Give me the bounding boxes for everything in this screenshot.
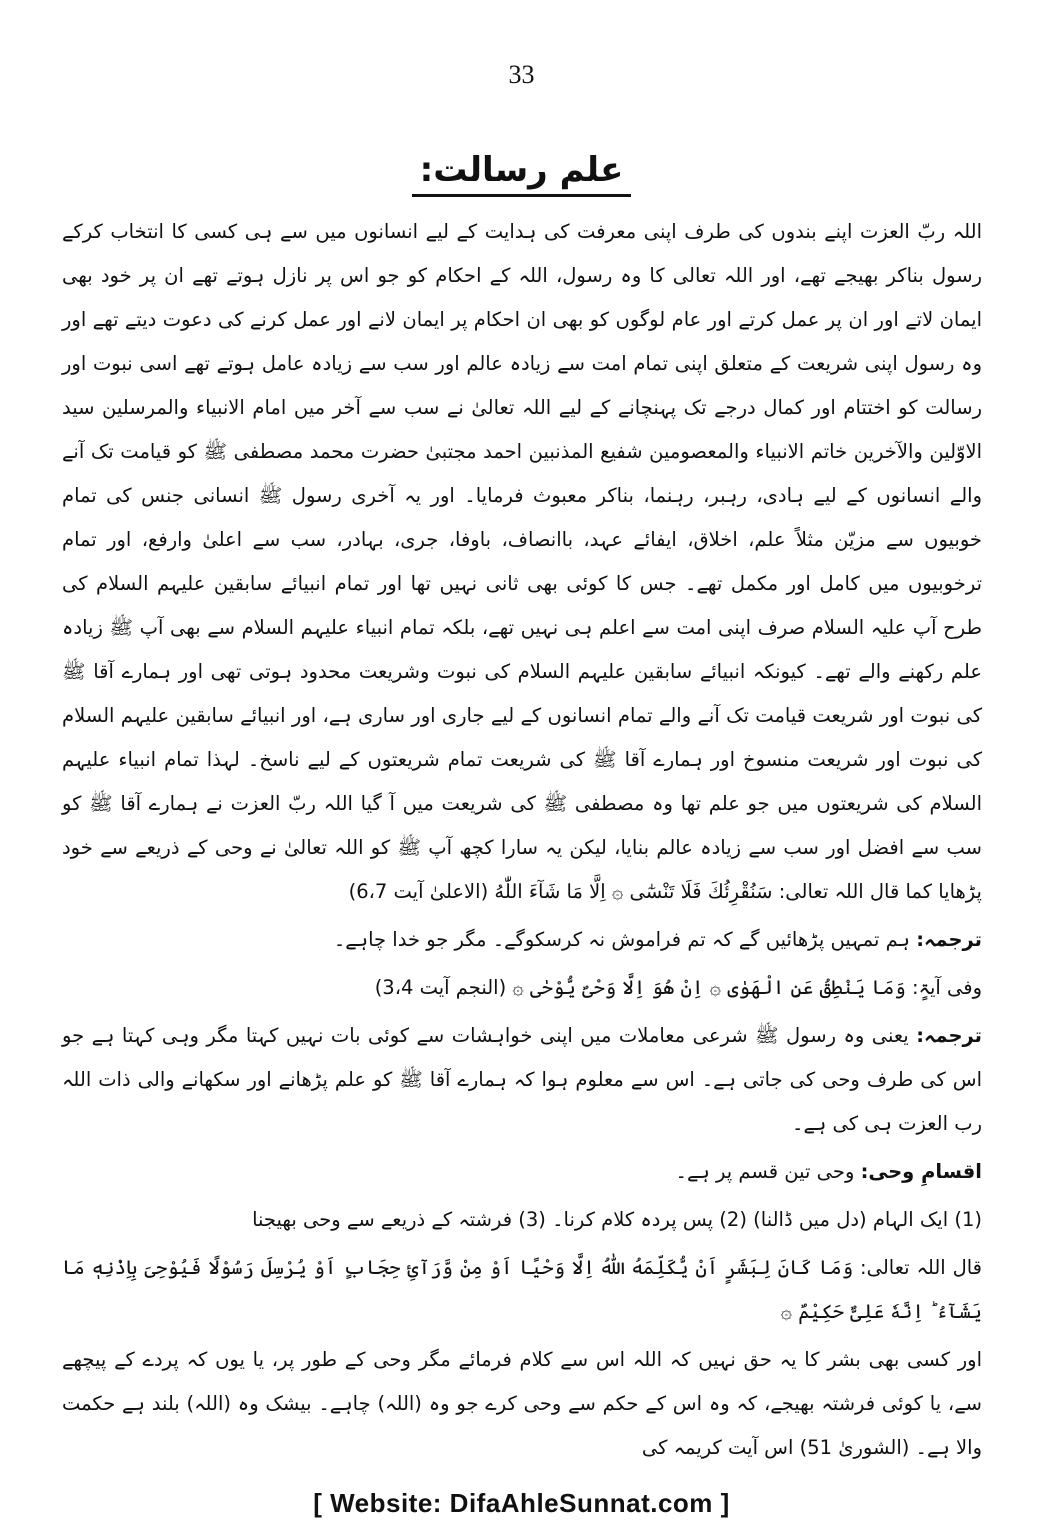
wahi-types-list: (1) ایک الہام (دل میں ڈالنا) (2) پس پردہ کلام کرنا۔ (3) فرشتہ کے ذریعے سے وحی بھیجنا xyxy=(252,1208,982,1231)
verse-an-najm-reference: (النجم آیت 3،4) xyxy=(374,976,507,999)
translation-2 xyxy=(62,1014,982,1146)
wafi-label: وفی آیۃٍ: xyxy=(911,976,982,999)
aqsam-text: وحی تین قسم پر ہے۔ xyxy=(675,1160,855,1183)
translation-2-text: یعنی وہ رسول ﷺ شرعی معاملات میں اپنی خواہشات سے کوئی بات نہیں کہتا مگر وہی کہتا ہے جو اس کی طرف وحی کی جاتی ہے۔ اس سے معلوم ہوا کہ ہمارے آقا ﷺ کو علم پڑھانے اور سکھانے والی ذات اللہ رب العزت ہی کی ہے۔ xyxy=(62,1024,982,1135)
website-footer: [ Website: DifaAhleSunnat.com ] xyxy=(313,1488,730,1518)
page-number: 33 xyxy=(508,60,535,89)
page-heading xyxy=(0,150,1043,197)
intro-paragraph xyxy=(62,210,982,914)
page-body xyxy=(62,210,982,1474)
qal-label: قال اللہ تعالی: xyxy=(860,1256,983,1279)
verse-an-najm-line xyxy=(62,966,982,1010)
intro-text: اللہ ربّ العزت اپنے بندوں کی طرف اپنی معرفت کی ہدایت کے لیے انسانوں میں سے ہی کسی کا انتخاب کرکے رسول بناکر بھیجے تھے، اور اللہ تعالی کا وہ رسول، اللہ کے احکام کو جو اس پر نازل ہوتے تھے ان پر خود بھی ایمان لاتے اور ان پر عمل کرتے اور عام لوگوں کو بھی ان احکام پر ایمان لانے اور عمل کرنے کی دعوت دیتے تھے اور وہ رسول اپنی شریعت کے متعلق اپنی تمام امت سے زیادہ عالم اور سب سے زیادہ عامل ہوتے تھے اسی نبوت اور رسالت کو اختتام اور کمال درجے تک پہنچانے کے لیے اللہ تعالیٰ نے سب سے آخر میں امام الانبیاء والمرسلین سید الاوّلین والآخرین خاتم الانبیاء والمعصومین شفیع المذنبین احمد مجتبیٰ حضرت محمد مصطفی ﷺ کو قیامت تک آنے والے انسانوں کے لیے ہادی، رہبر، رہنما، بناکر معبوث فرمایا۔ اور یہ آخری رسول ﷺ انسانی جنس کی تمام خوبیوں سے مزیّن مثلاً علم، اخلاق، ایفائے عہد، باانصاف، باوفا، جری، بہادر، سب سے اعلیٰ وارفع، اور تمام ترخوبیوں میں کامل اور مکمل تھے۔ جس کا کوئی بھی ثانی نہیں تھا اور تمام انبیائے سابقین علیہم السلام کی طرح آپ علیہ السلام صرف اپنی امت سے اعلم ہی نہیں تھے، بلکہ تمام انبیاء علیہم السلام سے بھی آپ ﷺ زیادہ علم رکھنے والے تھے۔ کیونکہ انبیائے سابقین علیہم السلام کی نبوت وشریعت محدود ہوتی تھی اور ہمارے آقا ﷺ کی نبوت اور شریعت قیامت تک آنے والے تمام انسانوں کے لیے جاری اور ساری ہے، اور انبیائے سابقین علیہم السلام کی نبوت اور شریعت منسوخ اور ہمارے آقا ﷺ کی شریعت تمام شریعتوں کے لیے ناسخ۔ لہذا تمام انبیاء علیہم السلام کی شریعتوں میں جو علم تھا وہ مصطفی ﷺ کی شریعت میں آ گیا اللہ ربّ العزت نے ہمارے آقا ﷺ کو سب سے افضل اور سب سے زیادہ عالم بنایا، لیکن یہ سارا کچھ آپ ﷺ کو اللہ تعالیٰ نے وحی کے ذریعے سے خود پڑھایا کما قال اللہ تعالی: xyxy=(62,220,982,903)
translation-label: ترجمہ: xyxy=(916,928,982,951)
verse-ash-shura-line xyxy=(62,1246,982,1334)
verse-ash-shura: وَمَا كَانَ لِبَشَرٍ اَنْ يُّكَلِّمَهُ اللّٰهُ اِلَّا وَحْيًا اَوْ مِنْ وَّرَآئِ حِجَابٍ اَوْ يُرْسِلَ رَسُوْلًا فَيُوْحِیَ بِاِذْنِهٖ مَا يَشَآءُ ؕ اِنَّهٗ عَلِیٌّ حَكِيْمٌ ۞ xyxy=(62,1256,982,1323)
translation-3: اور کسی بھی بشر کا یہ حق نہیں کہ اللہ اس سے کلام فرمائے مگر وحی کے طور پر، یا یوں کہ پردے کے پیچھے سے، یا کوئی فرشتہ بھیجے، کہ وہ اس کے حکم سے وحی کرے جو وہ (اللہ) چاہے۔ بیشک وہ (اللہ) بلند ہے حکمت والا ہے۔ (الشوریٰ 51) اس آیت کریمہ کی xyxy=(62,1348,982,1459)
translation-label-2: ترجمہ: xyxy=(916,1024,982,1047)
aqsam-label: اقسامِ وحی: xyxy=(860,1160,982,1183)
wahi-types-heading xyxy=(62,1150,982,1194)
verse-an-najm: وَمَا يَنْطِقُ عَنِ الْهَوٰى ۞ اِنْ هُوَ اِلَّا وَحْیٌ يُّوْحٰى ۞ xyxy=(512,976,906,999)
translation-1-text: ہم تمہیں پڑھائیں گے کہ تم فراموش نہ کرسکوگے۔ مگر جو خدا چاہے۔ xyxy=(333,928,910,951)
translation-1 xyxy=(62,918,982,962)
verse-al-ala-reference: (الاعلیٰ آیت 6،7) xyxy=(348,880,489,903)
heading-text: علم رسالت: xyxy=(412,150,632,197)
verse-al-ala: سَنُقْرِئُكَ فَلَا تَنْسٰٓی ۞ اِلَّا مَا شَآءَ اللّٰهُ xyxy=(494,880,773,903)
